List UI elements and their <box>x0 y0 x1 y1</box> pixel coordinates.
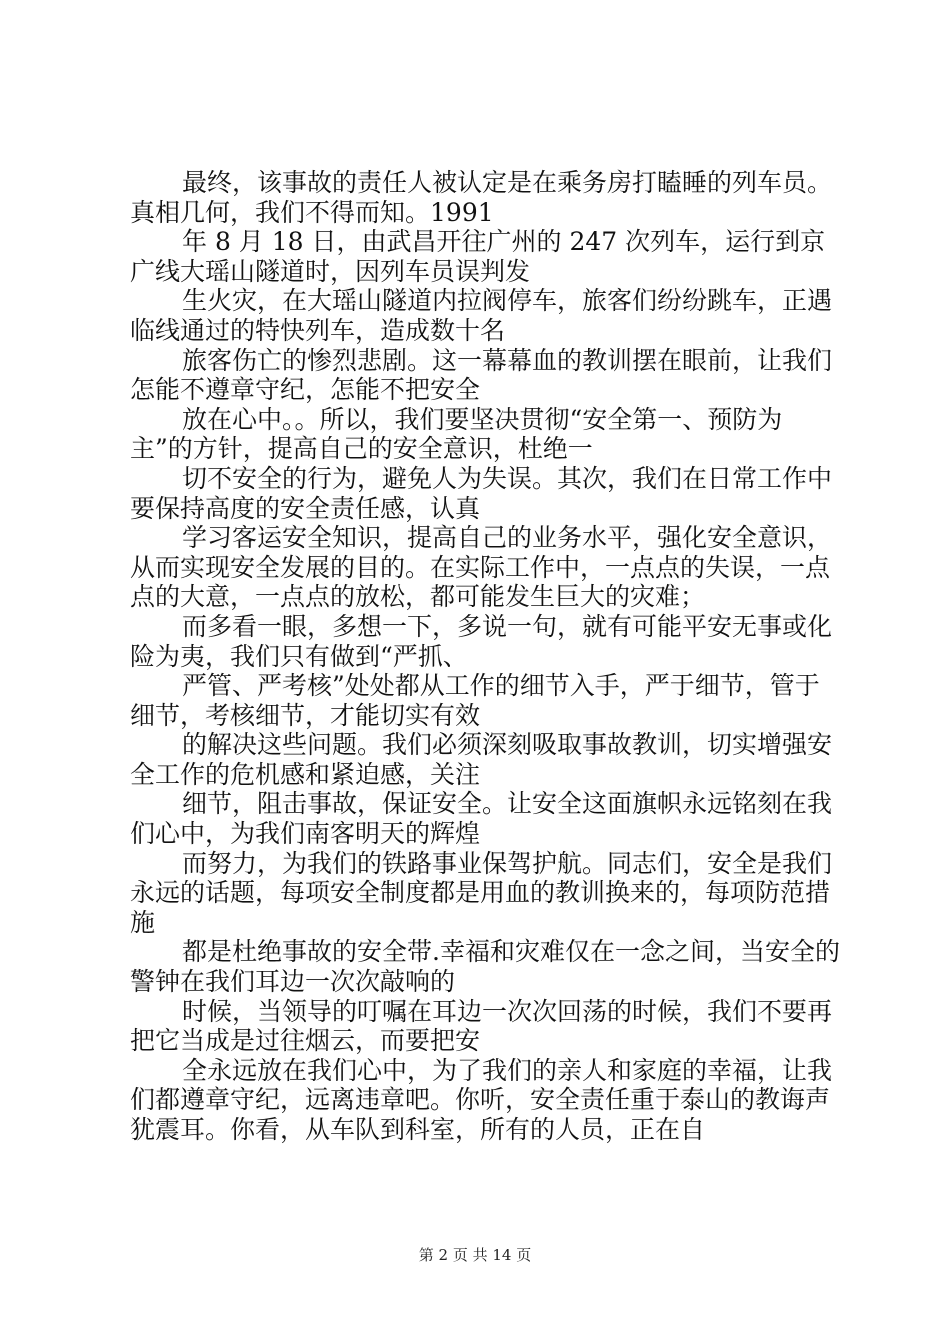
paragraph: 而努力，为我们的铁路事业保驾护航。同志们，安全是我们永远的话题，每项安全制度都是用血的教训换来的，每项防范措施 <box>130 848 833 937</box>
paragraph: 生火灾，在大瑶山隧道内拉阀停车，旅客们纷纷跳车，正遇临线通过的特快列车，造成数十名 <box>130 286 833 345</box>
paragraph: 旅客伤亡的惨烈悲剧。这一幕幕血的教训摆在眼前，让我们怎能不遵章守纪，怎能不把安全 <box>130 345 833 405</box>
paragraph: 的解决这些问题。我们必须深刻吸取事故教训，切实增强安全工作的危机感和紧迫感，关注 <box>130 730 833 789</box>
paragraph: 切不安全的行为，避免人为失误。其次，我们在日常工作中要保持高度的安全责任感，认真 <box>130 463 833 523</box>
paragraph: 细节，阻击事故，保证安全。让安全这面旗帜永远铭刻在我们心中，为我们南客明天的辉煌 <box>130 789 833 849</box>
paragraph: 严管、严考核”处处都从工作的细节入手，严于细节，管于细节，考核细节，才能切实有效 <box>130 671 820 730</box>
paragraph: 都是杜绝事故的安全带.幸福和灾难仅在一念之间，当安全的警钟在我们耳边一次次敲响的 <box>130 937 840 997</box>
document-body <box>130 168 842 1145</box>
page-footer: 第 2 页 共 14 页 <box>418 1246 532 1264</box>
paragraph: 而多看一眼，多想一下，多说一句，就有可能平安无事或化险为夷，我们只有做到“严抓、 <box>130 611 833 671</box>
paragraph: 学习客运安全知识，提高自己的业务水平，强化安全意识，从而实现安全发展的目的。在实际工作中，一点点的失误，一点点的大意，一点点的放松，都可能发生巨大的灾难； <box>130 523 833 612</box>
paragraph: 放在心中。。所以，我们要坚决贯彻“安全第一、预防为主”的方针，提高自己的安全意识，杜绝一 <box>130 404 783 464</box>
paragraph: 最终，该事故的责任人被认定是在乘务房打瞌睡的列车员。真相几何，我们不得而知。1991 <box>130 168 833 227</box>
paragraph: 年 8 月 18 日，由武昌开往广州的 247 次列车，运行到京广线大瑶山隧道时，因列车员误判发 <box>130 227 826 286</box>
paragraph: 时候，当领导的叮嘱在耳边一次次回荡的时候，我们不要再把它当成是过往烟云，而要把安 <box>130 996 833 1056</box>
paragraph: 全永远放在我们心中，为了我们的亲人和家庭的幸福，让我们都遵章守纪，远离违章吧。你听，安全责任重于泰山的教诲声犹震耳。你看，从车队到科室，所有的人员，正在自 <box>130 1055 833 1144</box>
